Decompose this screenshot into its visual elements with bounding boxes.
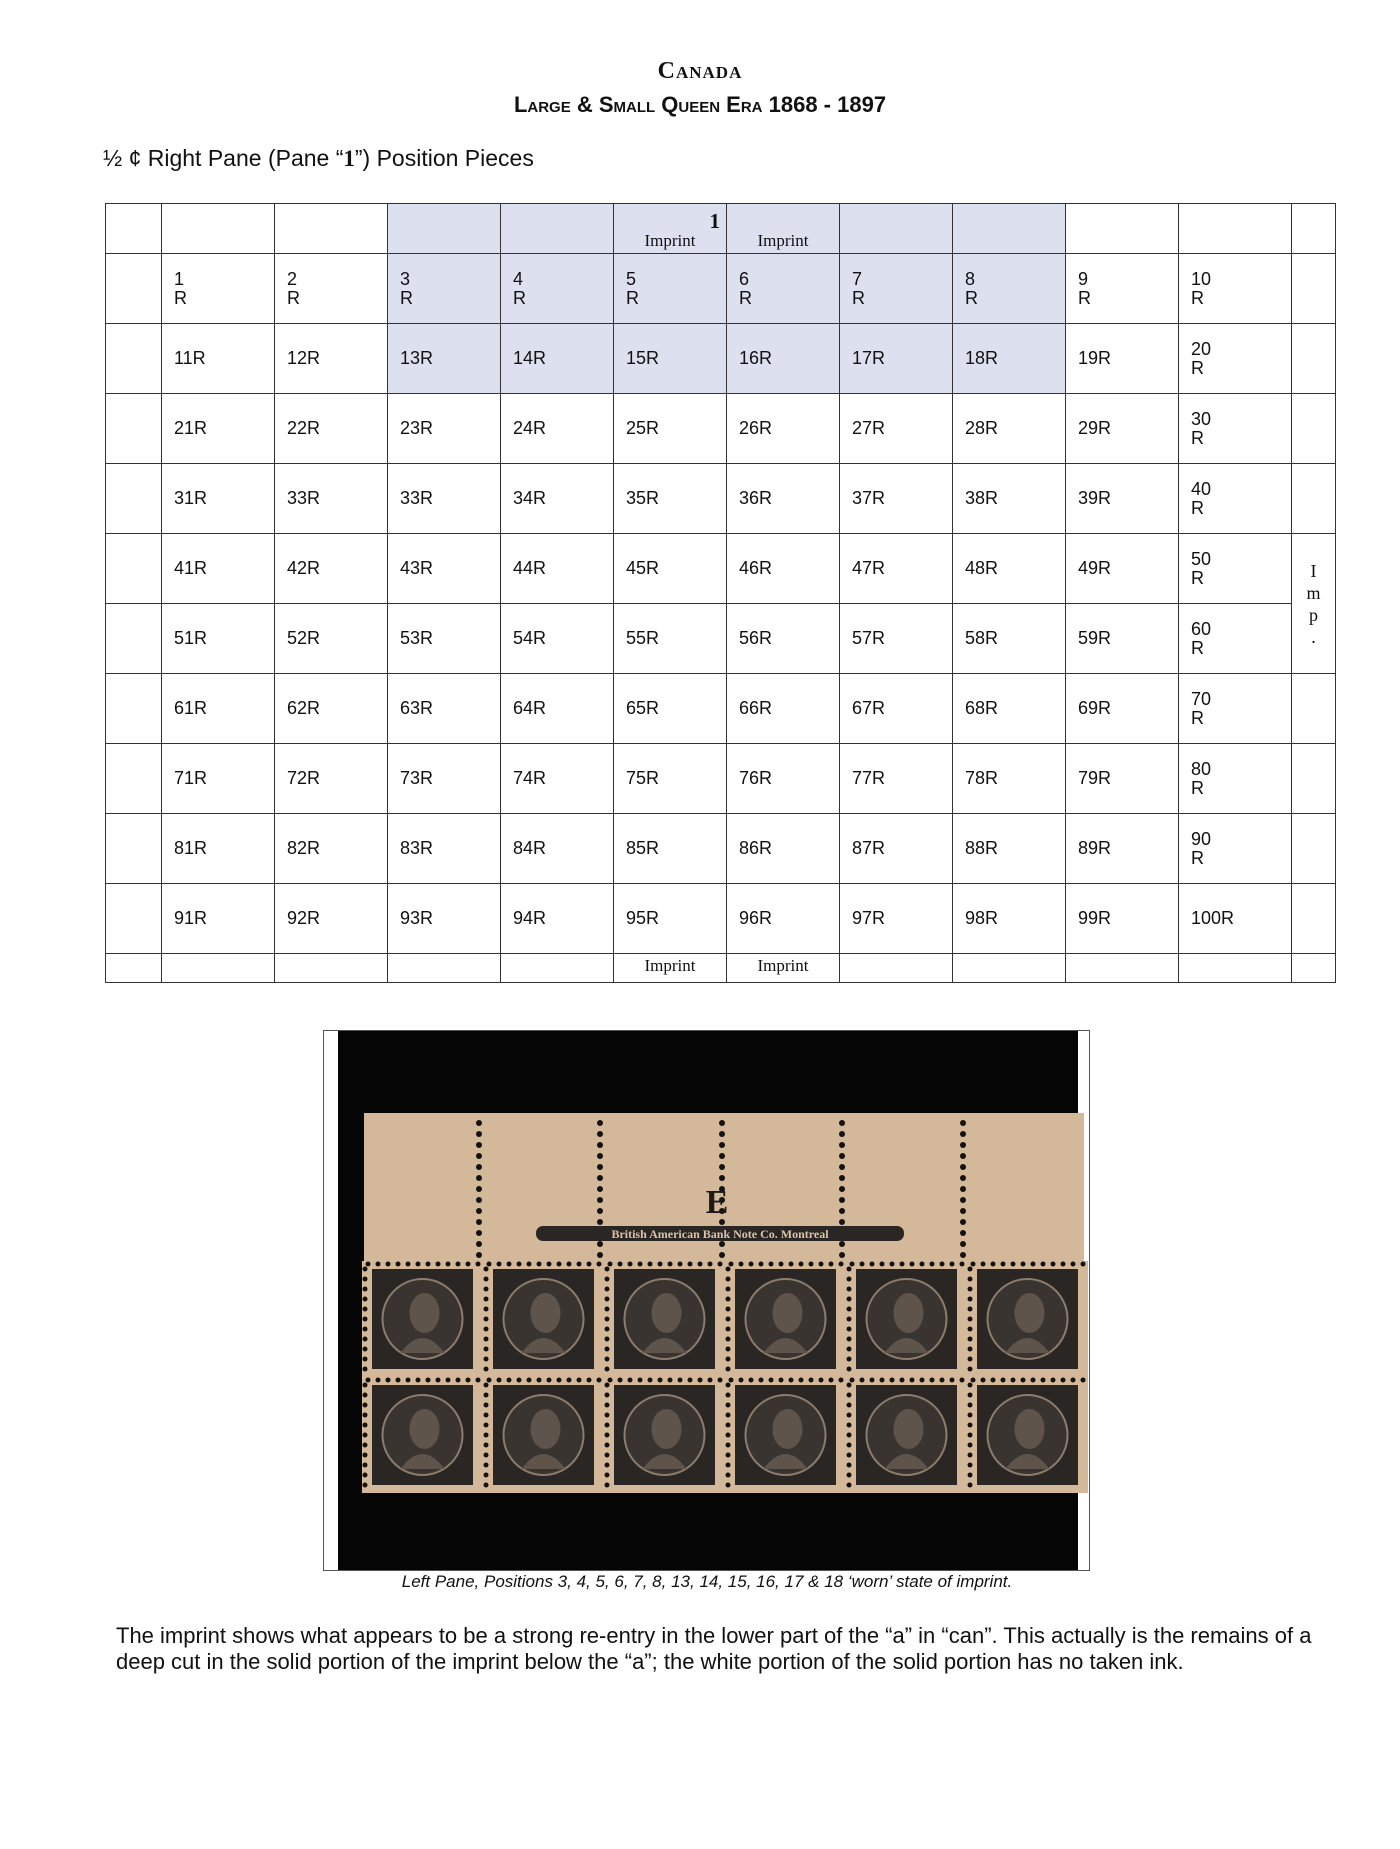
position-cell: 85R [614, 814, 727, 884]
grid-cell [106, 884, 162, 954]
top-imprint-cell [614, 204, 727, 254]
position-cell: 39R [1066, 464, 1179, 534]
position-cell: 45R [614, 534, 727, 604]
position-cell: 30 R [1179, 394, 1292, 464]
grid-cell [1292, 814, 1336, 884]
position-cell: 92R [275, 884, 388, 954]
grid-cell [106, 394, 162, 464]
grid-cell [501, 204, 614, 254]
stamp [846, 1377, 967, 1493]
grid-cell [840, 954, 953, 983]
position-cell: 83R [388, 814, 501, 884]
photo-caption: Left Pane, Positions 3, 4, 5, 6, 7, 8, 13, 14, 15, 16, 17 & 18 ‘worn’ state of imprint. [401, 1572, 1013, 1591]
grid-row [106, 884, 1336, 954]
grid-top-margin-row [106, 204, 1336, 254]
section-heading [103, 145, 534, 172]
grid-cell [106, 674, 162, 744]
grid-cell [106, 204, 162, 254]
position-cell: 31R [162, 464, 275, 534]
position-cell: 61R [162, 674, 275, 744]
position-cell: 76R [727, 744, 840, 814]
grid-cell [1066, 954, 1179, 983]
position-cell: 58R [953, 604, 1066, 674]
position-grid [105, 203, 1336, 983]
stamp [967, 1261, 1088, 1377]
position-cell: 4 R [501, 254, 614, 324]
grid-cell [106, 254, 162, 324]
position-cell: 99R [1066, 884, 1179, 954]
stamp-block-image [324, 1031, 1089, 1570]
grid-cell [106, 814, 162, 884]
position-cell: 71R [162, 744, 275, 814]
grid-cell [1292, 954, 1336, 983]
position-cell: 88R [953, 814, 1066, 884]
position-cell: 55R [614, 604, 727, 674]
grid-cell [1292, 884, 1336, 954]
imprint-banner [536, 1226, 904, 1241]
position-cell: 91R [162, 884, 275, 954]
position-cell: 49R [1066, 534, 1179, 604]
position-cell: 21R [162, 394, 275, 464]
position-cell: 38R [953, 464, 1066, 534]
position-cell: 42R [275, 534, 388, 604]
bottom-imprint-cell: Imprint [727, 954, 840, 983]
grid-cell [162, 954, 275, 983]
position-cell: 28R [953, 394, 1066, 464]
position-cell: 54R [501, 604, 614, 674]
grid-cell [106, 744, 162, 814]
position-cell: 60 R [1179, 604, 1292, 674]
position-cell: 86R [727, 814, 840, 884]
position-cell: 36R [727, 464, 840, 534]
grid-cell [1179, 954, 1292, 983]
grid-cell [106, 324, 162, 394]
grid-cell [501, 954, 614, 983]
position-cell: 62R [275, 674, 388, 744]
position-cell: 25R [614, 394, 727, 464]
position-cell: 50 R [1179, 534, 1292, 604]
grid-cell [162, 204, 275, 254]
position-cell: 96R [727, 884, 840, 954]
position-cell: 81R [162, 814, 275, 884]
position-cell: 48R [953, 534, 1066, 604]
position-cell: 35R [614, 464, 727, 534]
position-cell: 29R [1066, 394, 1179, 464]
position-cell: 59R [1066, 604, 1179, 674]
stamp [604, 1261, 725, 1377]
position-cell: 3 R [388, 254, 501, 324]
grid-cell [1179, 204, 1292, 254]
grid-cell [106, 604, 162, 674]
grid-cell [388, 204, 501, 254]
position-cell: 64R [501, 674, 614, 744]
stamp-block-photo [323, 1030, 1090, 1571]
position-cell: 33R [275, 464, 388, 534]
grid-row [106, 254, 1336, 324]
grid-cell [1292, 204, 1336, 254]
grid-row [106, 674, 1336, 744]
stamp [483, 1261, 604, 1377]
position-cell: 52R [275, 604, 388, 674]
grid-cell [953, 204, 1066, 254]
grid-cell [1292, 674, 1336, 744]
grid-cell [1292, 254, 1336, 324]
position-cell: 34R [501, 464, 614, 534]
position-cell: 72R [275, 744, 388, 814]
position-cell: 80 R [1179, 744, 1292, 814]
position-cell: 75R [614, 744, 727, 814]
grid-bottom-margin-row [106, 954, 1336, 983]
top-imprint-cell [727, 204, 840, 254]
position-cell: 26R [727, 394, 840, 464]
stamp-block [362, 1261, 1088, 1493]
position-cell: 66R [727, 674, 840, 744]
grid-row [106, 814, 1336, 884]
position-cell: 97R [840, 884, 953, 954]
stamp [725, 1377, 846, 1493]
top-imprint-label: Imprint [757, 231, 809, 250]
position-cell: 2 R [275, 254, 388, 324]
stamp [725, 1261, 846, 1377]
position-cell: 18R [953, 324, 1066, 394]
position-cell: 82R [275, 814, 388, 884]
grid-cell [1292, 744, 1336, 814]
position-cell: 40 R [1179, 464, 1292, 534]
position-cell: 65R [614, 674, 727, 744]
position-cell: 47R [840, 534, 953, 604]
bottom-imprint-cell: Imprint [614, 954, 727, 983]
position-cell: 1 R [162, 254, 275, 324]
position-cell: 20 R [1179, 324, 1292, 394]
stamp [967, 1377, 1088, 1493]
position-cell: 7 R [840, 254, 953, 324]
position-cell: 13R [388, 324, 501, 394]
position-cell: 53R [388, 604, 501, 674]
position-cell: 12R [275, 324, 388, 394]
position-cell: 19R [1066, 324, 1179, 394]
grid-cell [1292, 324, 1336, 394]
grid-row [106, 394, 1336, 464]
position-cell: 14R [501, 324, 614, 394]
position-cell: 56R [727, 604, 840, 674]
position-cell: 27R [840, 394, 953, 464]
position-cell: 10 R [1179, 254, 1292, 324]
plate-letter: E [705, 1184, 729, 1221]
imprint-text: British American Bank Note Co. Montreal [611, 1227, 829, 1241]
position-cell: 78R [953, 744, 1066, 814]
section-heading-pane: 1 [343, 146, 355, 171]
position-cell: 16R [727, 324, 840, 394]
stamp [846, 1261, 967, 1377]
position-cell: 6 R [727, 254, 840, 324]
position-cell: 23R [388, 394, 501, 464]
section-heading-suffix: ”) Position Pieces [354, 145, 534, 171]
stamp [604, 1377, 725, 1493]
position-cell: 11R [162, 324, 275, 394]
position-cell: 89R [1066, 814, 1179, 884]
description-text: The imprint shows what appears to be a strong re-entry in the lower part of the “a” in “can”. This actually is the remains of a deep cut in the solid portion of the imprint below the “a”; the white portion of the solid portion has no taken ink. [116, 1623, 1312, 1674]
grid-cell [953, 954, 1066, 983]
position-cell: 93R [388, 884, 501, 954]
position-cell: 73R [388, 744, 501, 814]
pane-number: 1 [709, 209, 720, 233]
position-cell: 63R [388, 674, 501, 744]
grid-cell [840, 204, 953, 254]
grid-cell [388, 954, 501, 983]
position-cell: 70 R [1179, 674, 1292, 744]
position-cell: 5 R [614, 254, 727, 324]
position-cell: 46R [727, 534, 840, 604]
grid-cell [1292, 464, 1336, 534]
position-cell: 94R [501, 884, 614, 954]
position-cell: 41R [162, 534, 275, 604]
position-cell: 77R [840, 744, 953, 814]
position-cell: 87R [840, 814, 953, 884]
position-cell: 51R [162, 604, 275, 674]
page-title: Canada [657, 58, 743, 84]
grid-cell [275, 204, 388, 254]
position-cell: 79R [1066, 744, 1179, 814]
grid-cell [106, 464, 162, 534]
position-cell: 95R [614, 884, 727, 954]
position-cell: 69R [1066, 674, 1179, 744]
grid-row [106, 464, 1336, 534]
position-cell: 74R [501, 744, 614, 814]
position-cell: 67R [840, 674, 953, 744]
section-heading-prefix: ½ ¢ Right Pane (Pane “ [103, 145, 344, 171]
position-cell: 15R [614, 324, 727, 394]
position-cell: 37R [840, 464, 953, 534]
grid-row [106, 324, 1336, 394]
stamp [362, 1377, 483, 1493]
position-cell: 24R [501, 394, 614, 464]
grid-row [106, 534, 1336, 604]
grid-cell [275, 954, 388, 983]
position-cell: 17R [840, 324, 953, 394]
position-cell: 43R [388, 534, 501, 604]
grid-cell [106, 954, 162, 983]
position-cell: 100R [1179, 884, 1292, 954]
page-subtitle: Large & Small Queen Era 1868 - 1897 [513, 92, 887, 117]
position-cell: 8 R [953, 254, 1066, 324]
position-cell: 9 R [1066, 254, 1179, 324]
grid-cell [106, 534, 162, 604]
position-cell: 84R [501, 814, 614, 884]
position-cell: 22R [275, 394, 388, 464]
position-cell: 33R [388, 464, 501, 534]
grid-cell [1292, 394, 1336, 464]
top-imprint-label: Imprint [644, 231, 696, 250]
side-imprint-cell: I m p . [1292, 534, 1336, 674]
stamp [362, 1261, 483, 1377]
grid-row [106, 604, 1336, 674]
grid-cell [1066, 204, 1179, 254]
grid-row [106, 744, 1336, 814]
position-cell: 90 R [1179, 814, 1292, 884]
position-cell: 98R [953, 884, 1066, 954]
position-cell: 44R [501, 534, 614, 604]
stamp [483, 1377, 604, 1493]
position-cell: 57R [840, 604, 953, 674]
position-cell: 68R [953, 674, 1066, 744]
